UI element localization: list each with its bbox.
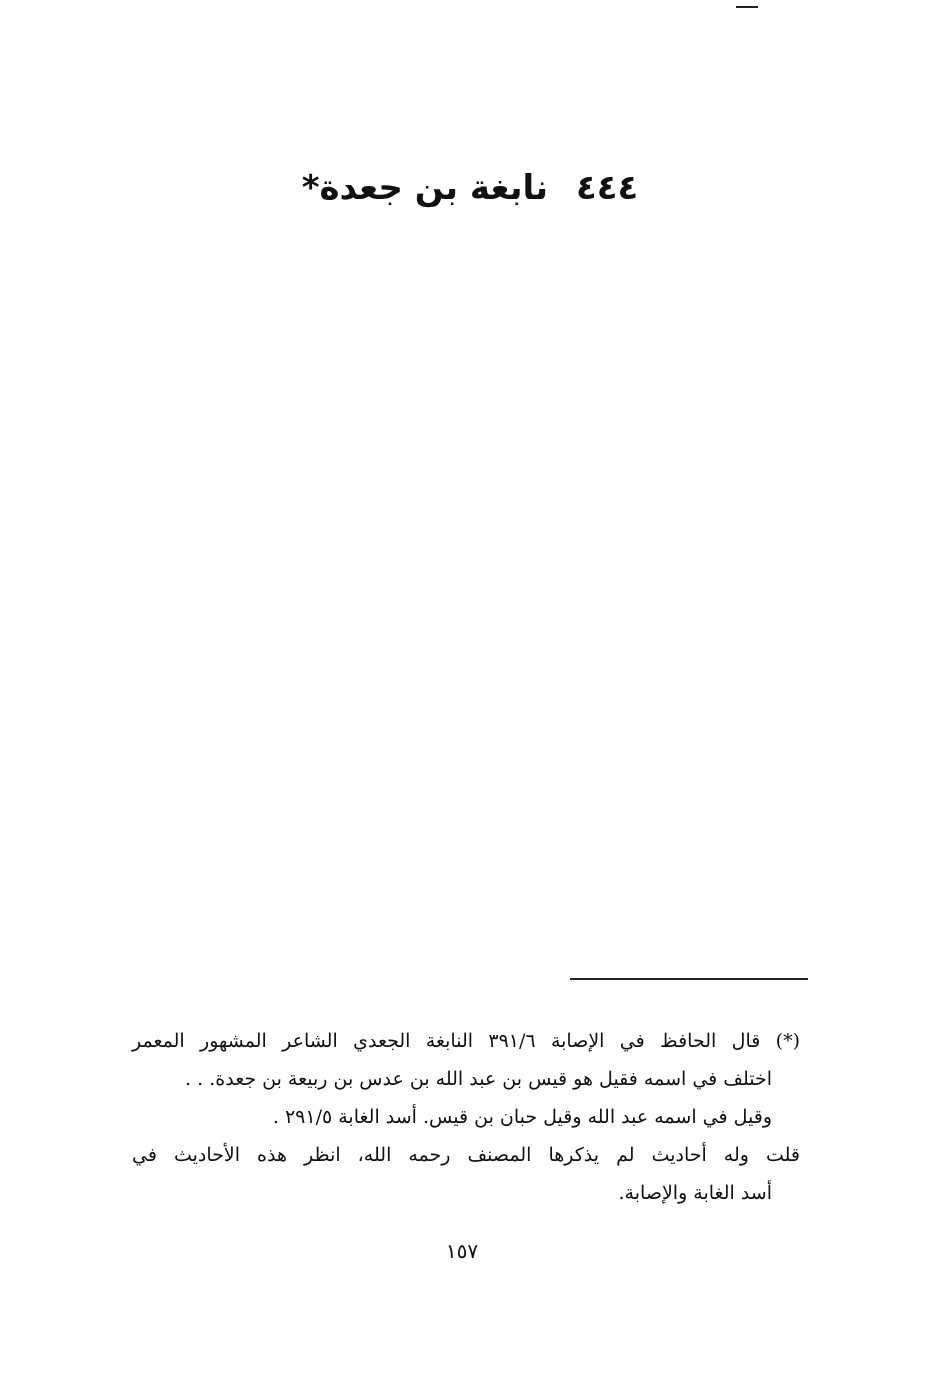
entry-heading xyxy=(0,166,940,210)
footnote-line: اختلف في اسمه فقيل هو قيس بن عبد الله بن عدس بن ربيعة بن جعدة. . . xyxy=(185,1068,772,1090)
footnote-line: وقيل في اسمه عبد الله وقيل حبان بن قيس. أسد الغابة ٢٩١/٥ . xyxy=(272,1106,772,1128)
top-margin-mark xyxy=(736,6,758,8)
footnote-line: (*) قال الحافظ في الإصابة ٣٩١/٦ النابغة الجعدي الشاعر المشهور المعمر xyxy=(132,1030,800,1052)
footnote-separator xyxy=(570,978,808,980)
page-number: ١٥٧ xyxy=(445,1239,479,1263)
entry-number: ٤٤٤ xyxy=(576,168,639,208)
footnote-line: قلت وله أحاديث لم يذكرها المصنف رحمه الله، انظر هذه الأحاديث في xyxy=(132,1144,800,1166)
entry-title: نابغة بن جعدة* xyxy=(301,168,549,208)
footnote-line: أسد الغابة والإصابة. xyxy=(618,1182,772,1204)
footnote xyxy=(132,1022,800,1212)
